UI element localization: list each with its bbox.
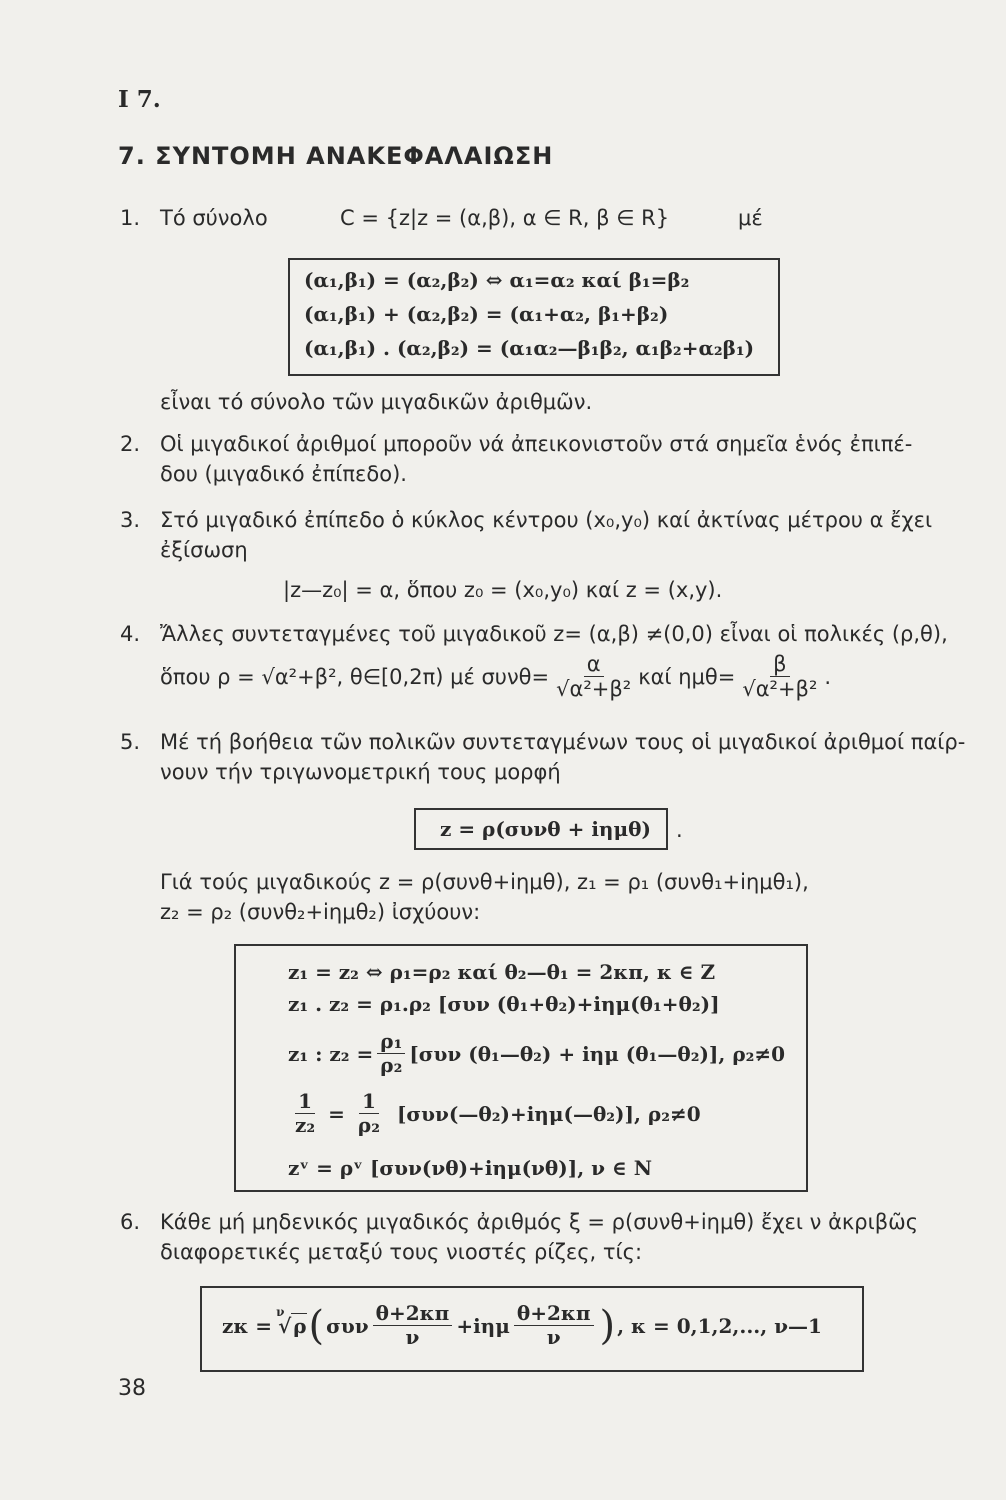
roots-angle-fraction-1 bbox=[373, 1302, 453, 1349]
rho-definition: ὅπου ρ = √α²+β², θ∈[0,2π) μέ συνθ= bbox=[160, 664, 550, 689]
radical-icon: √ bbox=[278, 1314, 292, 1338]
inverse-fraction-right bbox=[355, 1090, 383, 1137]
item5-number: 5. bbox=[120, 730, 141, 754]
inverse-right: [συν(—θ₂)+iημ(—θ₂)], ρ₂≠0 bbox=[396, 1101, 701, 1126]
equality-property: z₁ = z₂ ⇔ ρ₁=ρ₂ καί θ₂—θ₁ = 2κπ, κ ∈ Z bbox=[288, 960, 716, 984]
quotient-property bbox=[288, 1030, 785, 1077]
angle-numerator-2: θ+2κπ bbox=[514, 1302, 594, 1326]
item5-for-line1: Γιά τούς μιγαδικούς z = ρ(συνθ+iημθ), z₁ = ρ₁ (συνθ₁+iημθ₁), bbox=[160, 870, 809, 894]
item3-line2: ἐξίσωση bbox=[160, 538, 248, 562]
sin-fraction bbox=[739, 652, 820, 701]
roots-left: zκ = bbox=[222, 1313, 273, 1338]
product-property: z₁ . z₂ = ρ₁.ρ₂ [συν (θ₁+θ₂)+iημ(θ₁+θ₂)] bbox=[288, 992, 720, 1016]
item1-with: μέ bbox=[738, 206, 763, 230]
quotient-right: [συν (θ₁—θ₂) + iημ (θ₁—θ₂)], ρ₂≠0 bbox=[409, 1041, 786, 1066]
item4-line1: Ἄλλες συντεταγμένες τοῦ μιγαδικοῦ z= (α,β) ≠(0,0) εἶναι οἱ πολικές (ρ,θ), bbox=[160, 622, 948, 646]
inverse-numerator-right: 1 bbox=[359, 1090, 379, 1114]
item5-for-line2: z₂ = ρ₂ (συνθ₂+iημθ₂) ἰσχύουν: bbox=[160, 900, 481, 924]
nth-root bbox=[276, 1305, 307, 1338]
quotient-numerator: ρ₁ bbox=[377, 1030, 405, 1054]
chapter-ref: I 7. bbox=[118, 86, 161, 113]
inverse-denominator-left: z₂ bbox=[295, 1113, 316, 1137]
radicand: ρ bbox=[293, 1314, 307, 1338]
inverse-property bbox=[288, 1090, 701, 1137]
page-number: 38 bbox=[118, 1376, 146, 1401]
item1-number: 1. bbox=[120, 206, 141, 230]
quotient-fraction bbox=[377, 1030, 405, 1077]
item4-polar-definitions bbox=[160, 652, 831, 701]
item3-line1: Στό μιγαδικό ἐπίπεδο ὁ κύκλος κέντρου (x₀,y₀) καί ἀκτίνας μέτρου α ἔχει bbox=[160, 508, 933, 532]
section-title: 7. ΣΥΝΤΟΜΗ ΑΝΑΚΕΦΑΛΑΙΩΣΗ bbox=[118, 142, 554, 170]
cos-numerator: α bbox=[584, 652, 604, 677]
item2-line2: δου (μιγαδικό ἐπίπεδο). bbox=[160, 462, 407, 486]
item6-line1: Κάθε μή μηδενικός μιγαδικός ἀριθμός ξ = ρ(συνθ+iημθ) ἔχει ν ἀκριβῶς bbox=[160, 1210, 919, 1234]
roots-angle-fraction-2 bbox=[514, 1302, 594, 1349]
quotient-left: z₁ : z₂ = bbox=[288, 1041, 374, 1066]
and-sin-label: καί ημθ= bbox=[638, 664, 736, 689]
item2-number: 2. bbox=[120, 432, 141, 456]
addition-rule: (α₁,β₁) + (α₂,β₂) = (α₁+α₂, β₁+β₂) bbox=[304, 302, 669, 326]
sin-numerator: β bbox=[770, 652, 789, 677]
cos-fraction bbox=[553, 652, 634, 701]
sin-denominator: √α²+β² bbox=[742, 677, 818, 702]
power-property: zᵛ = ρᵛ [συν(νθ)+iημ(νθ)], ν ∈ N bbox=[288, 1156, 653, 1180]
angle-denominator-1: ν bbox=[405, 1325, 420, 1349]
roots-right: , κ = 0,1,2,..., ν—1 bbox=[617, 1313, 822, 1338]
inverse-fraction-left bbox=[292, 1090, 318, 1137]
inverse-numerator-left: 1 bbox=[295, 1090, 315, 1114]
quotient-denominator: ρ₂ bbox=[380, 1053, 403, 1077]
item5-line1: Μέ τή βοήθεια τῶν πολικῶν συντεταγμένων τους οἱ μιγαδικοί ἀριθμοί παίρ- bbox=[160, 730, 966, 754]
inverse-equals: = bbox=[328, 1101, 345, 1126]
angle-denominator-2: ν bbox=[546, 1325, 561, 1349]
left-paren-icon: ( bbox=[308, 1302, 325, 1349]
item5-properties-box bbox=[234, 944, 808, 1192]
trig-form-box bbox=[414, 808, 668, 850]
multiplication-rule: (α₁,β₁) . (α₂,β₂) = (α₁α₂—β₁β₂, α₁β₂+α₂β₁) bbox=[304, 336, 755, 360]
item3-number: 3. bbox=[120, 508, 141, 532]
cos-denominator: √α²+β² bbox=[556, 677, 632, 702]
trig-form-period: . bbox=[676, 818, 683, 842]
circle-equation: |z—z₀| = α, ὅπου z₀ = (x₀,y₀) καί z = (x,y). bbox=[283, 578, 723, 602]
inverse-denominator-right: ρ₂ bbox=[357, 1113, 380, 1137]
roots-cos: συν bbox=[326, 1313, 369, 1338]
right-paren-icon: ) bbox=[599, 1302, 616, 1349]
root-index: ν bbox=[276, 1305, 285, 1319]
trig-form: z = ρ(συνθ + iημθ) bbox=[440, 817, 651, 841]
item4-number: 4. bbox=[120, 622, 141, 646]
roots-plus-sin: +iημ bbox=[456, 1313, 510, 1338]
item6-number: 6. bbox=[120, 1210, 141, 1234]
angle-numerator-1: θ+2κπ bbox=[373, 1302, 453, 1326]
roots-formula bbox=[222, 1302, 822, 1349]
item4-end: . bbox=[824, 664, 832, 689]
equality-rule: (α₁,β₁) = (α₂,β₂) ⇔ α₁=α₂ καί β₁=β₂ bbox=[304, 268, 690, 292]
item1-definitions-box bbox=[288, 258, 780, 376]
item2-line1: Οἱ μιγαδικοί ἀριθμοί μποροῦν νά ἀπεικονιστοῦν στά σημεῖα ἑνός ἐπιπέ- bbox=[160, 432, 913, 456]
item1-intro: Τό σύνολο bbox=[160, 206, 268, 230]
item1-outro: εἶναι τό σύνολο τῶν μιγαδικῶν ἀριθμῶν. bbox=[160, 390, 593, 414]
roots-box bbox=[200, 1286, 864, 1372]
item6-line2: διαφορετικές μεταξύ τους νιοστές ρίζες, τίς: bbox=[160, 1240, 643, 1264]
item5-line2: νουν τήν τριγωνομετρική τους μορφή bbox=[160, 760, 561, 784]
item1-set-definition: C = {z|z = (α,β), α ∈ R, β ∈ R} bbox=[340, 206, 670, 230]
